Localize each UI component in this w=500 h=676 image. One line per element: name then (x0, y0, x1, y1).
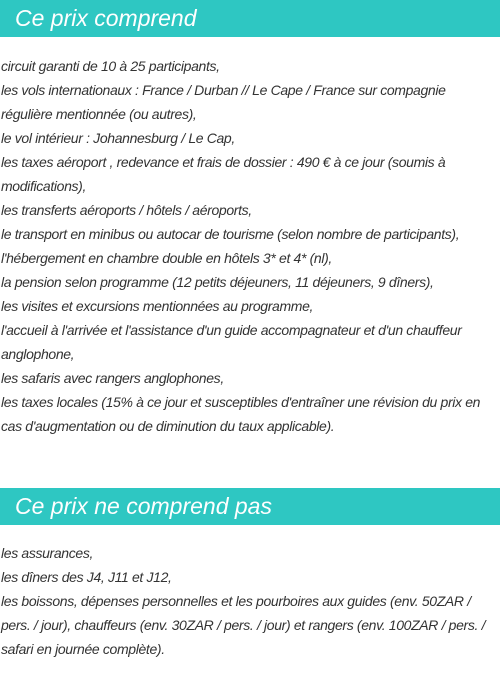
list-item: les visites et excursions mentionnées au programme, (1, 298, 314, 314)
list-item: l'hébergement en chambre double en hôtels 3* et 4* (nl), (1, 250, 332, 266)
list-item: le vol intérieur : Johannesburg / Le Cap, (1, 130, 235, 146)
list-item: les boissons, dépenses personnelles et les pourboires aux guides (env. 50ZAR / pers. / jour), chauffeurs (env. 30ZAR / pers. / jour) et rangers (env. 100ZAR / pers. / safari en journée complète). (1, 593, 486, 657)
excludes-list (0, 541, 500, 661)
list-item: les taxes locales (15% à ce jour et susceptibles d'entraîner une révision du prix en cas d'augmentation ou de diminution du taux applicable). (1, 394, 481, 434)
list-item: la pension selon programme (12 petits déjeuners, 11 déjeuners, 9 dîners), (1, 274, 434, 290)
list-item: les vols internationaux : France / Durban // Le Cape / France sur compagnie régulière mentionnée (ou autres), (1, 82, 446, 122)
excludes-section-title: Ce prix ne comprend pas (15, 493, 272, 519)
list-item: le transport en minibus ou autocar de tourisme (selon nombre de participants), (1, 226, 460, 242)
list-item: l'accueil à l'arrivée et l'assistance d'un guide accompagnateur et d'un chauffeur anglophone, (1, 322, 462, 362)
list-item: les transferts aéroports / hôtels / aéroports, (1, 202, 252, 218)
excludes-section-header (0, 488, 500, 525)
list-item: les assurances, (1, 545, 94, 561)
list-item: les safaris avec rangers anglophones, (1, 370, 224, 386)
includes-section-header (0, 0, 500, 37)
list-item: les taxes aéroport , redevance et frais de dossier : 490 € à ce jour (soumis à modifications), (1, 154, 446, 194)
list-item: les dîners des J4, J11 et J12, (1, 569, 172, 585)
list-item: circuit garanti de 10 à 25 participants, (1, 58, 220, 74)
includes-section-title: Ce prix comprend (15, 5, 197, 31)
includes-list (0, 54, 500, 438)
